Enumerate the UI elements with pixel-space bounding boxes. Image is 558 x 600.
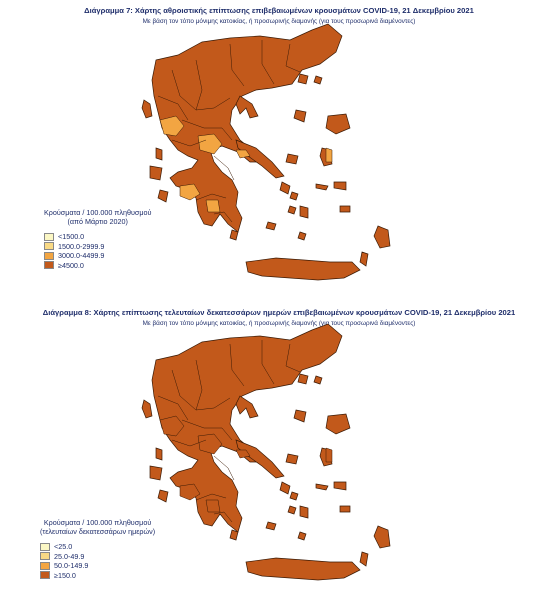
- paros: [288, 506, 296, 514]
- map-title: Διάγραμμα 7: Χάρτης αθροιστικής επίπτωσης επιβεβαιωμένων κρουσμάτων COVID-19, 21 Δεκεμβρίου 2021: [84, 6, 474, 15]
- chalkidiki: [236, 96, 258, 118]
- kythira: [230, 230, 238, 240]
- legend-label: ≥4500.0: [58, 260, 84, 270]
- legend-label: 3000.0-4499.9: [58, 251, 105, 261]
- ikaria: [316, 484, 328, 490]
- legend-title: [44, 208, 151, 226]
- region-highlight: [206, 500, 220, 512]
- map-subtitle: Με βάση τον τόπο μόνιμης κατοικίας, ή προσωρινής διαμονής (για τους προσωρινά διαμένοντες): [142, 18, 416, 25]
- chalkidiki: [236, 396, 258, 418]
- greece-regions: [142, 324, 390, 580]
- lesvos: [326, 114, 350, 134]
- legend-item: [44, 251, 151, 261]
- legend-label: 25.0-49.9: [54, 551, 85, 561]
- euboea: [236, 440, 284, 478]
- naxos: [300, 506, 308, 518]
- map-subtitle: Με βάση τον τόπο μόνιμης κατοικίας, ή προσωρινής διαμονής (για τους προσωρινά διαμένοντες): [142, 320, 416, 327]
- legend-label: <25.0: [54, 542, 73, 552]
- legend-item: [40, 542, 155, 552]
- andros: [280, 482, 290, 494]
- lemnos: [294, 410, 306, 422]
- kefalonia: [150, 166, 162, 180]
- map-legend: [44, 208, 151, 270]
- map-title: Διάγραμμα 8: Χάρτης επίπτωσης τελευταίων δεκατεσσάρων ημερών επιβεβαιωμένων κρουσμάτων COVID-19, 21 Δεκεμβρίου 2021: [42, 308, 516, 317]
- skyros: [286, 154, 298, 164]
- legend-swatch: [44, 242, 54, 250]
- rhodes: [374, 226, 390, 248]
- legend-item: [40, 571, 155, 581]
- milos: [266, 222, 276, 230]
- crete: [246, 258, 360, 280]
- legend-item: [40, 552, 155, 562]
- thasos: [298, 74, 308, 84]
- ikaria: [316, 184, 328, 190]
- paros: [288, 206, 296, 214]
- samos: [334, 182, 346, 190]
- milos: [266, 522, 276, 530]
- legend-swatch: [40, 562, 50, 570]
- legend-swatch: [44, 233, 54, 241]
- kos: [340, 206, 350, 212]
- map-legend: [40, 518, 155, 580]
- thasos: [298, 374, 308, 384]
- lesvos: [326, 414, 350, 434]
- legend-item: [44, 261, 151, 271]
- tinos: [290, 192, 298, 200]
- legend-label: ≥150.0: [54, 570, 76, 580]
- legend-title: [40, 518, 155, 536]
- samos: [334, 482, 346, 490]
- zakynthos: [158, 490, 168, 502]
- legend-swatch: [40, 571, 50, 579]
- greece-regions: [142, 24, 390, 280]
- euboea: [236, 140, 284, 178]
- region-highlight: [206, 200, 220, 212]
- legend-title-line-2: (από Μάρτιο 2020): [67, 217, 128, 226]
- region-highlight: [326, 448, 332, 462]
- legend-swatch: [44, 252, 54, 260]
- legend-item: [44, 232, 151, 242]
- kefalonia: [150, 466, 162, 480]
- samothrace: [314, 376, 322, 384]
- legend-label: <1500.0: [58, 232, 85, 242]
- legend-swatch: [40, 543, 50, 551]
- legend-title-line-1: Κρούσματα / 100.000 πληθυσμού: [44, 208, 152, 217]
- corfu: [142, 100, 152, 118]
- map-panel-14day: [0, 300, 558, 600]
- region-highlight: [326, 148, 332, 162]
- corfu: [142, 400, 152, 418]
- rhodes: [374, 526, 390, 548]
- legend-label: 1500.0-2999.9: [58, 241, 105, 251]
- legend-swatch: [40, 552, 50, 560]
- karpathos: [360, 252, 368, 266]
- santorini: [298, 232, 306, 240]
- lefkada: [156, 448, 162, 460]
- karpathos: [360, 552, 368, 566]
- kos: [340, 506, 350, 512]
- lemnos: [294, 110, 306, 122]
- andros: [280, 182, 290, 194]
- crete: [246, 558, 360, 580]
- skyros: [286, 454, 298, 464]
- zakynthos: [158, 190, 168, 202]
- samothrace: [314, 76, 322, 84]
- legend-item: [40, 561, 155, 571]
- kythira: [230, 530, 238, 540]
- santorini: [298, 532, 306, 540]
- legend-swatch: [44, 261, 54, 269]
- legend-item: [44, 242, 151, 252]
- naxos: [300, 206, 308, 218]
- lefkada: [156, 148, 162, 160]
- legend-title-line-2: (τελευταίων δεκατεσσάρων ημερών): [40, 527, 156, 536]
- legend-label: 50.0-149.9: [54, 561, 89, 571]
- legend-title-line-1: Κρούσματα / 100.000 πληθυσμού: [43, 518, 152, 527]
- tinos: [290, 492, 298, 500]
